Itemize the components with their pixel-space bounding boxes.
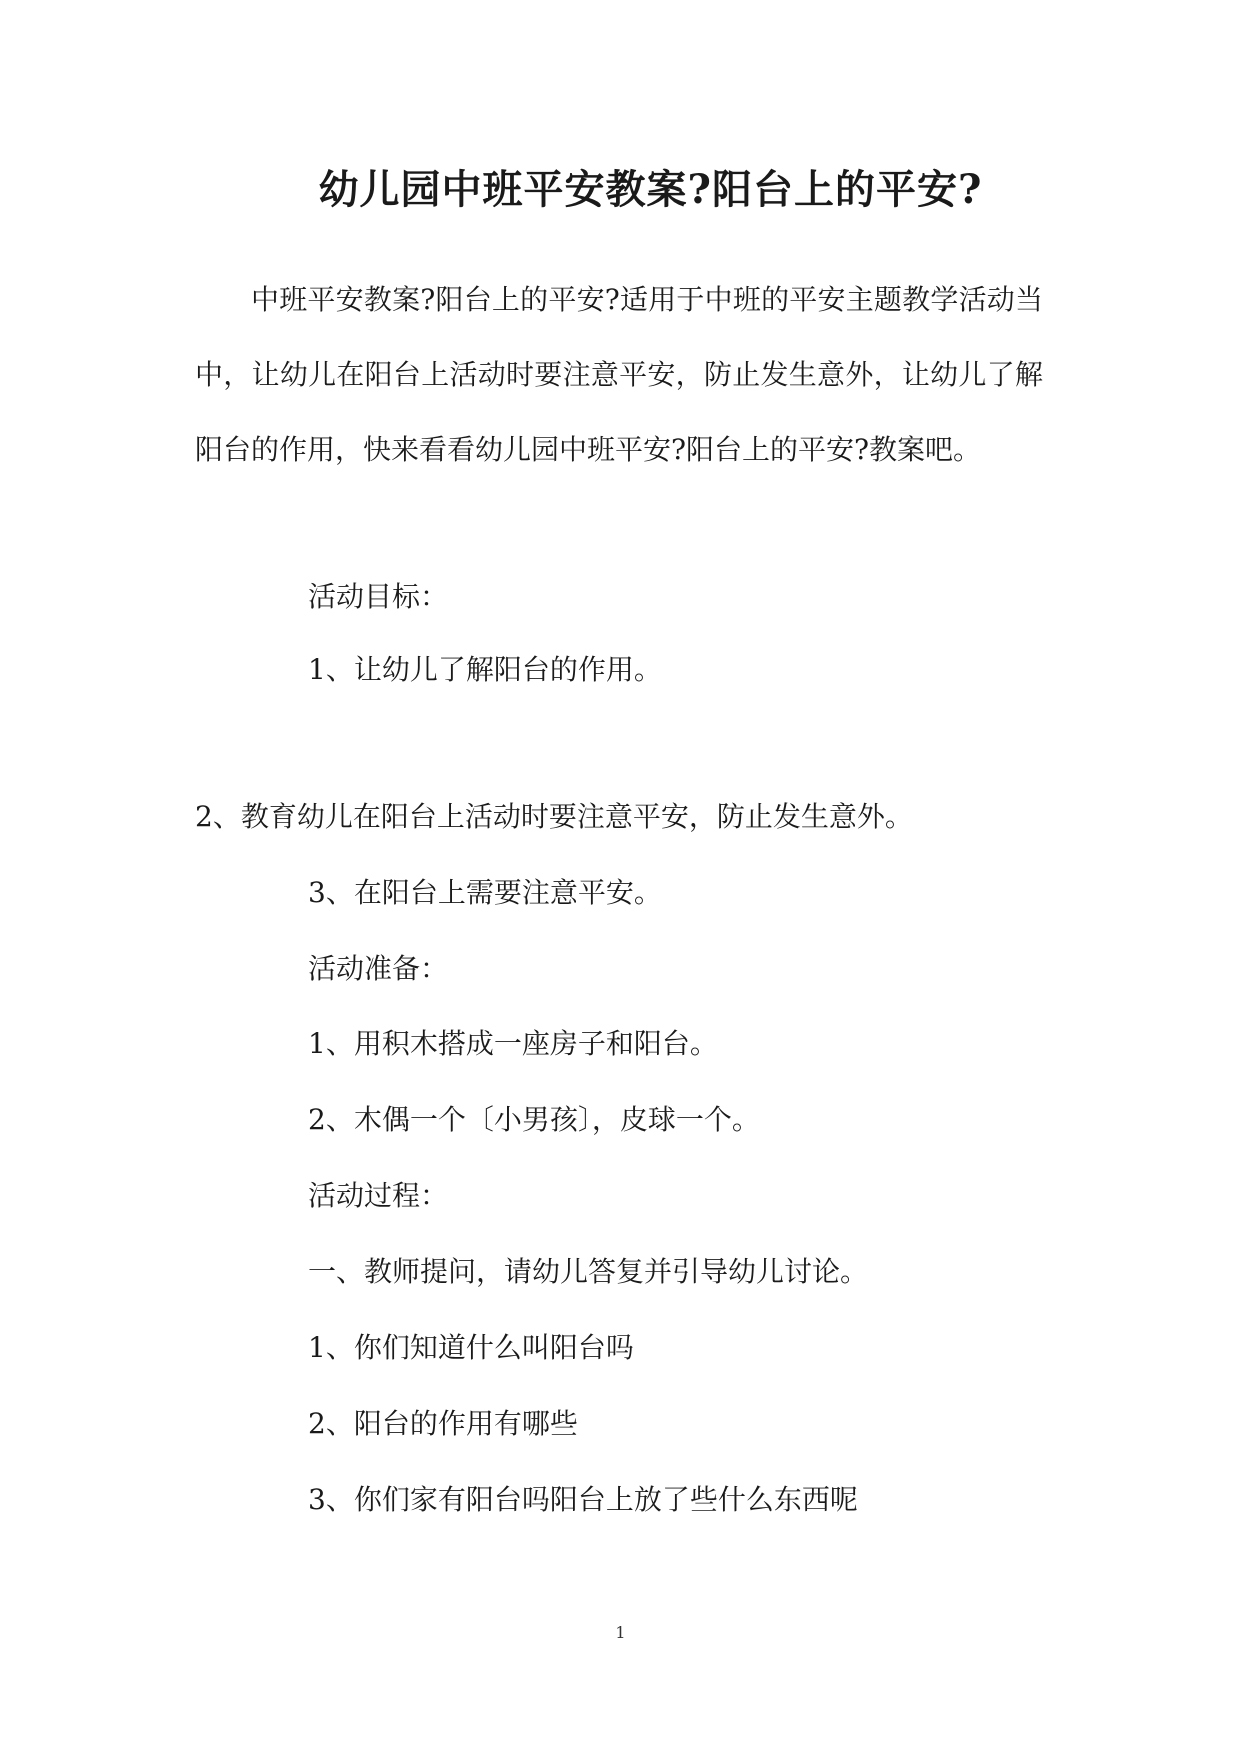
section-heading-process: 活动过程： — [308, 1179, 449, 1212]
question-item-1: 1、你们知道什么叫阳台吗 — [308, 1331, 634, 1364]
process-step-1: 一、教师提问，请幼儿答复并引导幼儿讨论。 — [308, 1255, 869, 1288]
section-heading-preparation: 活动准备： — [308, 952, 449, 985]
page-number: 1 — [615, 1623, 626, 1642]
question-item-2: 2、阳台的作用有哪些 — [308, 1407, 578, 1440]
preparation-item-1: 1、用积木搭成一座房子和阳台。 — [308, 1027, 718, 1060]
question-item-3: 3、你们家有阳台吗阳台上放了些什么东西呢 — [308, 1483, 858, 1516]
section-heading-goals: 活动目标： — [308, 580, 449, 613]
goal-item-2: 2、教育幼儿在阳台上活动时要注意平安，防止发生意外。 — [195, 800, 913, 833]
goal-item-3: 3、在阳台上需要注意平安。 — [308, 876, 662, 909]
intro-paragraph: 中班平安教案?阳台上的平安?适用于中班的平安主题教学活动当中，让幼儿在阳台上活动时要注意平安，防止发生意外，让幼儿了解阳台的作用，快来看看幼儿园中班平安?阳台上的平安?教案吧。 — [195, 283, 1043, 466]
preparation-item-2: 2、木偶一个〔小男孩〕，皮球一个。 — [308, 1103, 760, 1136]
goal-item-1: 1、让幼儿了解阳台的作用。 — [308, 653, 662, 686]
document-title: 幼儿园中班平安教案?阳台上的平安? — [318, 166, 983, 213]
